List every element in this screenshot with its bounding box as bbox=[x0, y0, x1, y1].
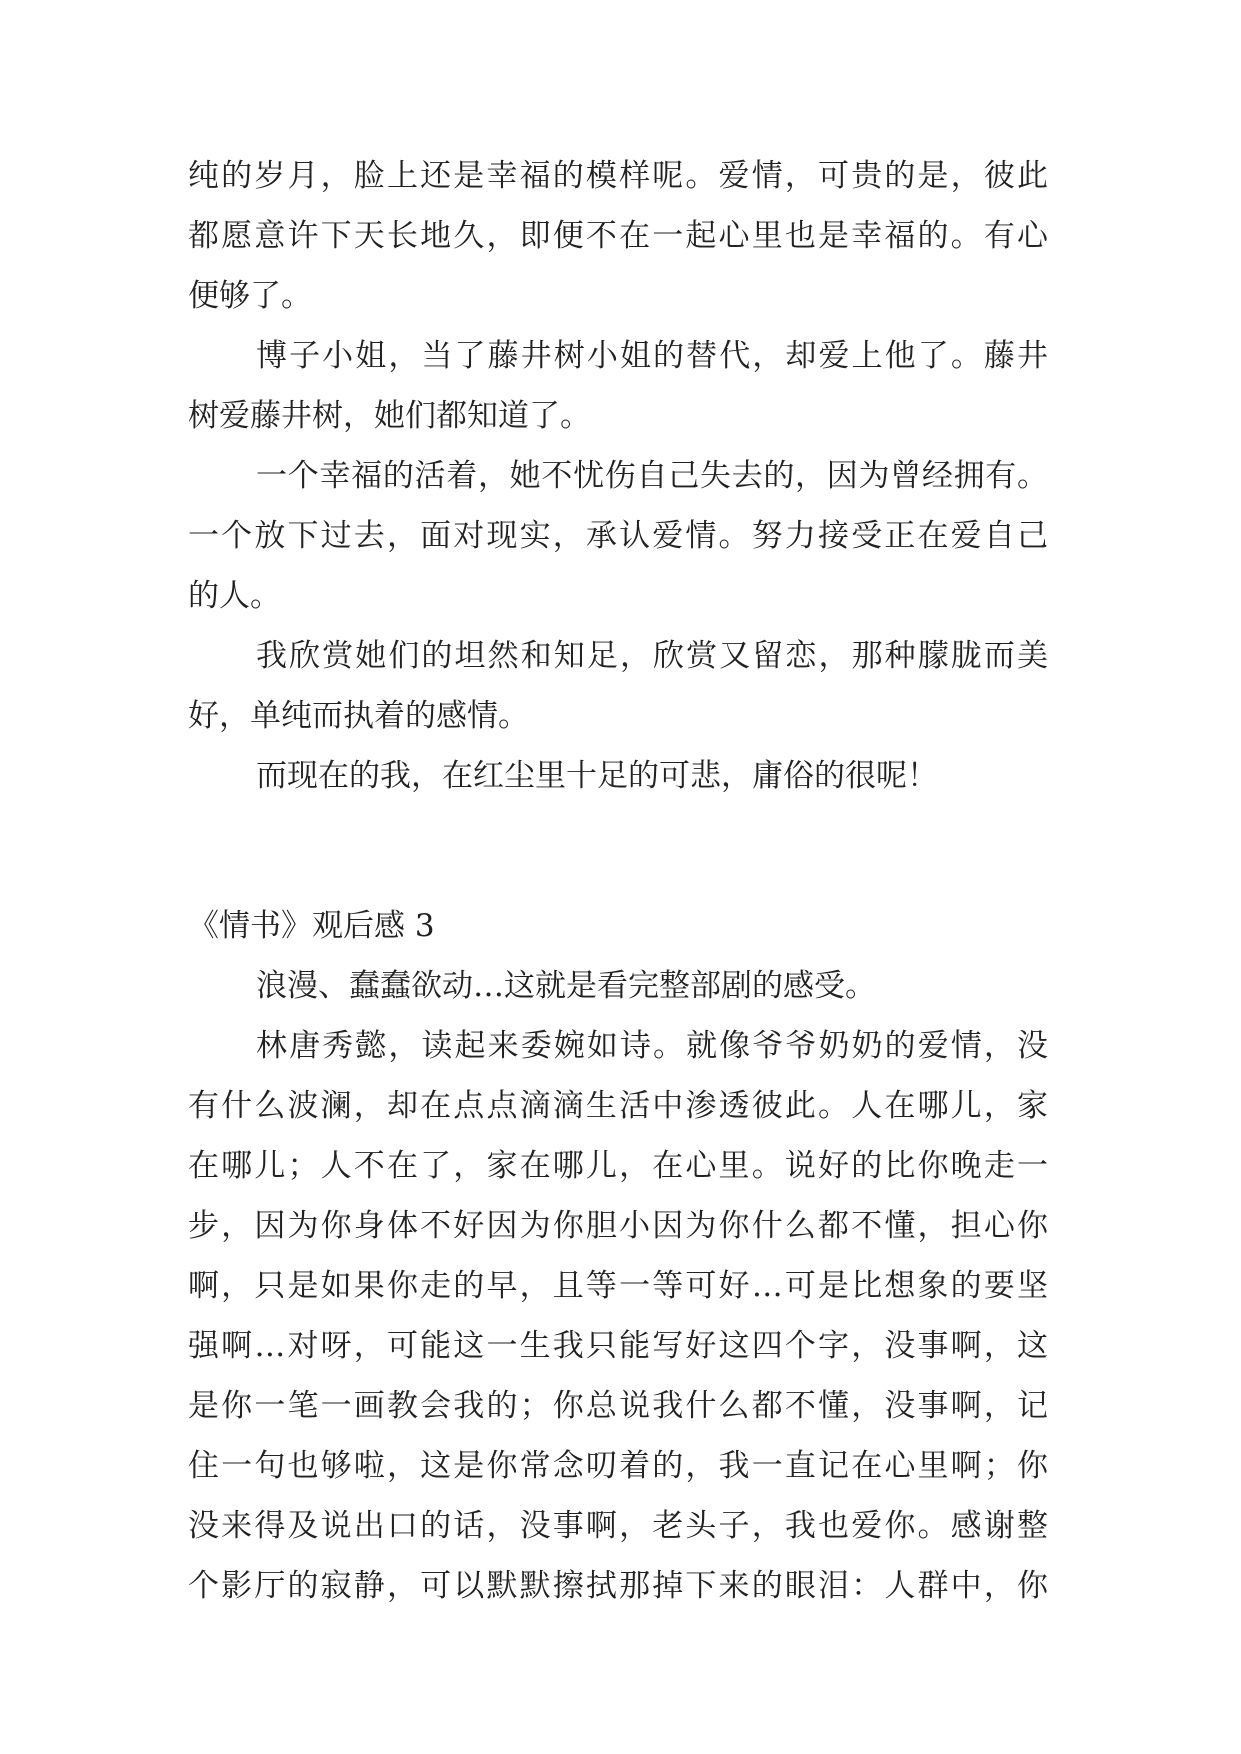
document-page bbox=[188, 146, 1048, 1616]
text-line: 博子小姐，当了藤井树小姐的替代，却爱上他了。藤井 bbox=[256, 338, 1048, 374]
paragraph bbox=[188, 446, 1048, 626]
text-line: 树爱藤井树，她们都知道了。 bbox=[188, 398, 591, 434]
text-line: 而现在的我，在红尘里十足的可悲，庸俗的很呢！ bbox=[256, 758, 938, 794]
paragraph bbox=[188, 626, 1048, 746]
text-line: 浪漫、蠢蠢欲动…这就是看完整部剧的感受。 bbox=[256, 968, 876, 1004]
paragraph bbox=[188, 746, 1048, 806]
text-line: 步，因为你身体不好因为你胆小因为你什么都不懂，担心你 bbox=[188, 1208, 1048, 1244]
text-line: 没来得及说出口的话，没事啊，老头子，我也爱你。感谢整 bbox=[188, 1508, 1048, 1544]
section-heading: 《情书》观后感 3 bbox=[188, 908, 435, 944]
text-line: 在哪儿；人不在了，家在哪儿，在心里。说好的比你晚走一 bbox=[188, 1148, 1048, 1184]
text-line: 我欣赏她们的坦然和知足，欣赏又留恋，那种朦胧而美 bbox=[256, 638, 1048, 674]
text-line: 林唐秀懿，读起来委婉如诗。就像爷爷奶奶的爱情，没 bbox=[256, 1028, 1048, 1064]
paragraph bbox=[188, 1016, 1048, 1616]
text-line: 住一句也够啦，这是你常念叨着的，我一直记在心里啊；你 bbox=[188, 1448, 1048, 1484]
text-line: 有什么波澜，却在点点滴滴生活中渗透彼此。人在哪儿，家 bbox=[188, 1088, 1048, 1124]
text-line: 啊，只是如果你走的早，且等一等可好…可是比想象的要坚 bbox=[188, 1268, 1048, 1304]
text-line: 强啊…对呀，可能这一生我只能写好这四个字，没事啊，这 bbox=[188, 1328, 1048, 1364]
text-line: 是你一笔一画教会我的；你总说我什么都不懂，没事啊，记 bbox=[188, 1388, 1048, 1424]
text-line: 好，单纯而执着的感情。 bbox=[188, 698, 529, 734]
section-gap bbox=[188, 806, 1048, 896]
paragraph bbox=[188, 146, 1048, 326]
paragraph bbox=[188, 326, 1048, 446]
text-line: 都愿意许下天长地久，即便不在一起心里也是幸福的。有心 bbox=[188, 218, 1048, 254]
text-line: 一个幸福的活着，她不忧伤自己失去的，因为曾经拥有。 bbox=[256, 458, 1048, 494]
text-line: 一个放下过去，面对现实，承认爱情。努力接受正在爱自己 bbox=[188, 518, 1048, 554]
text-line: 的人。 bbox=[188, 578, 281, 614]
text-line: 个影厅的寂静，可以默默擦拭那掉下来的眼泪：人群中，你 bbox=[188, 1568, 1048, 1604]
text-line: 便够了。 bbox=[188, 278, 312, 314]
text-line: 纯的岁月，脸上还是幸福的模样呢。爱情，可贵的是，彼此 bbox=[188, 158, 1048, 194]
paragraph bbox=[188, 956, 1048, 1016]
